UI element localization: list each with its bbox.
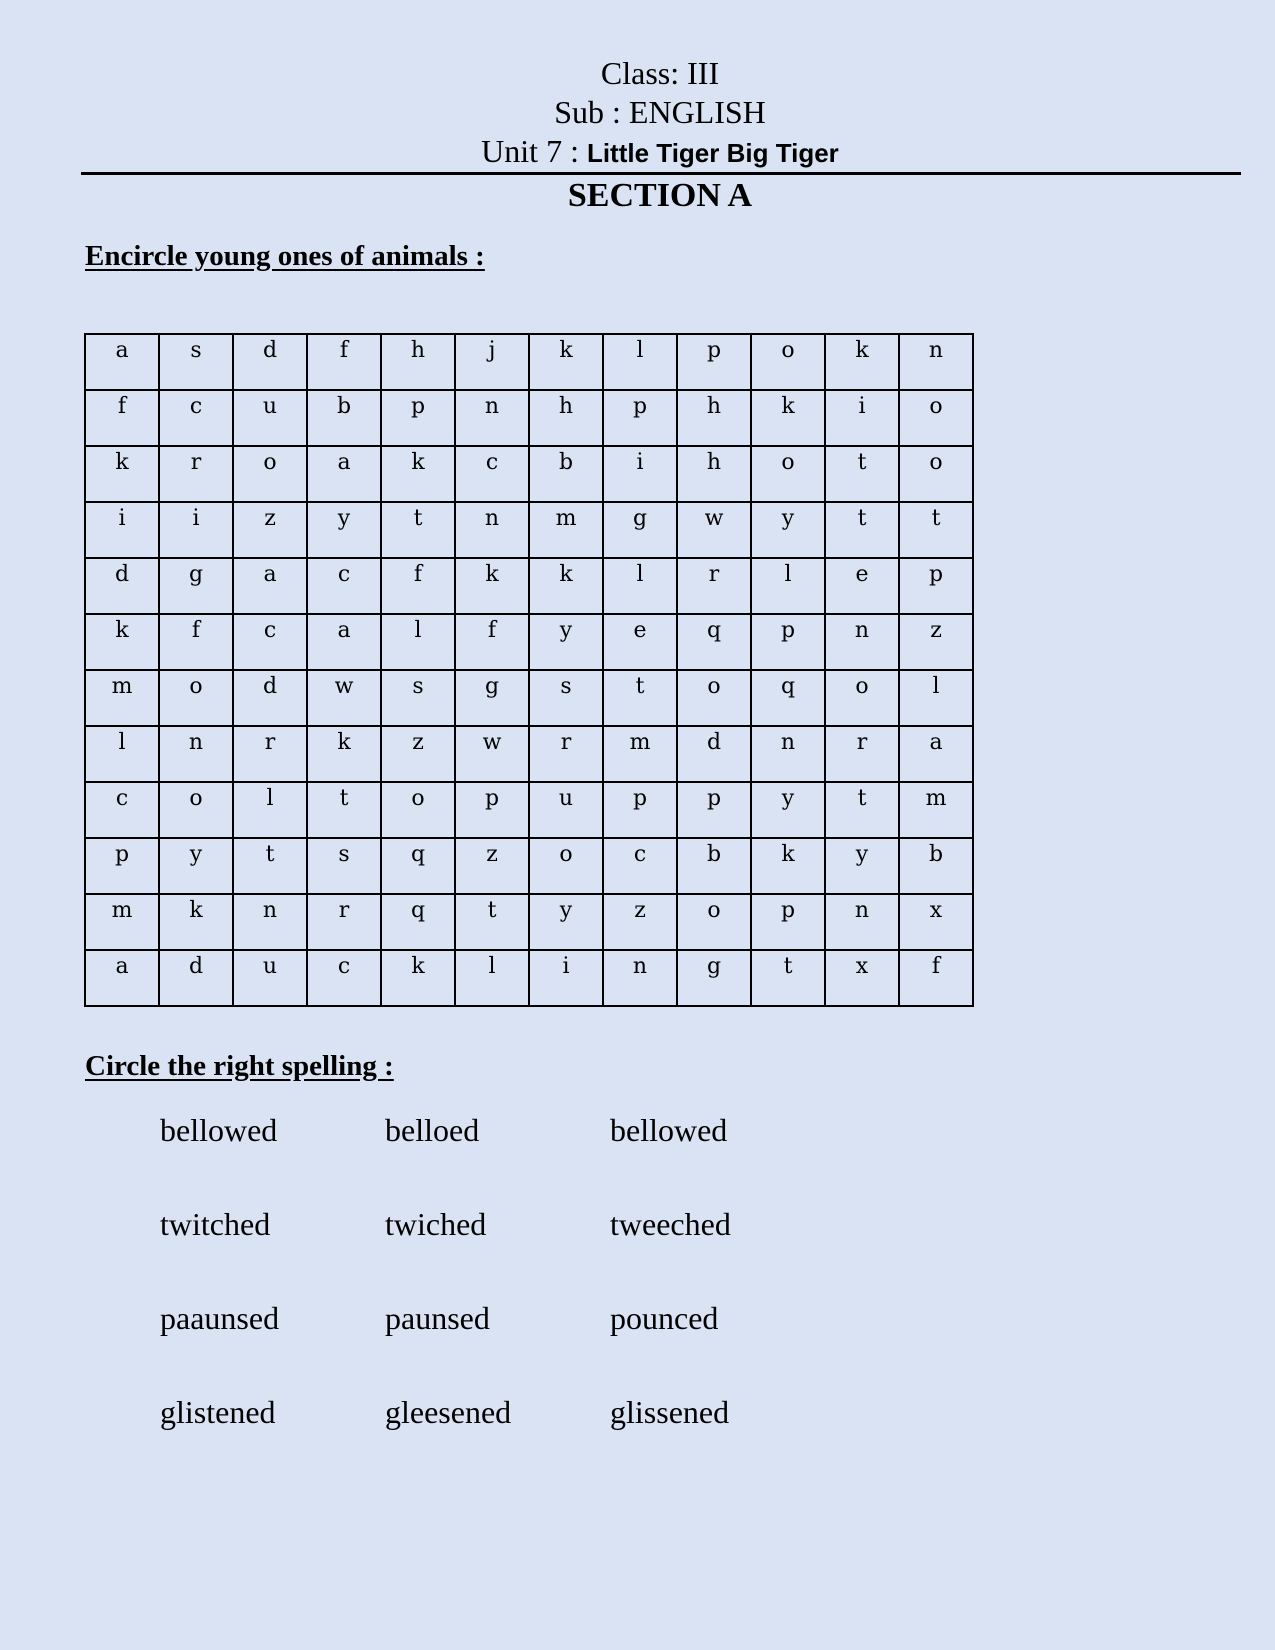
- grid-cell[interactable]: z: [381, 726, 455, 782]
- grid-cell[interactable]: p: [381, 390, 455, 446]
- grid-cell[interactable]: k: [85, 614, 159, 670]
- grid-cell[interactable]: m: [529, 502, 603, 558]
- grid-cell[interactable]: k: [85, 446, 159, 502]
- grid-cell[interactable]: t: [825, 502, 899, 558]
- grid-cell[interactable]: g: [455, 670, 529, 726]
- grid-row: [85, 670, 973, 726]
- grid-cell[interactable]: i: [825, 390, 899, 446]
- grid-cell[interactable]: f: [899, 950, 973, 1006]
- grid-cell[interactable]: a: [307, 446, 381, 502]
- grid-cell[interactable]: t: [751, 950, 825, 1006]
- grid-cell[interactable]: t: [307, 782, 381, 838]
- grid-row: [85, 614, 973, 670]
- grid-cell[interactable]: l: [899, 670, 973, 726]
- grid-cell[interactable]: l: [85, 726, 159, 782]
- grid-cell[interactable]: t: [603, 670, 677, 726]
- grid-cell[interactable]: k: [455, 558, 529, 614]
- grid-cell[interactable]: f: [381, 558, 455, 614]
- grid-cell[interactable]: r: [307, 894, 381, 950]
- grid-cell[interactable]: b: [307, 390, 381, 446]
- grid-cell[interactable]: i: [159, 502, 233, 558]
- grid-cell[interactable]: i: [85, 502, 159, 558]
- grid-cell[interactable]: j: [455, 334, 529, 390]
- grid-cell[interactable]: p: [751, 894, 825, 950]
- grid-cell[interactable]: n: [159, 726, 233, 782]
- spelling-option[interactable]: twiched: [385, 1206, 487, 1242]
- grid-cell[interactable]: l: [603, 558, 677, 614]
- grid-row: [85, 390, 973, 446]
- grid-cell[interactable]: e: [603, 614, 677, 670]
- grid-cell[interactable]: o: [751, 334, 825, 390]
- grid-cell[interactable]: t: [825, 446, 899, 502]
- grid-cell[interactable]: o: [529, 838, 603, 894]
- grid-cell[interactable]: h: [677, 390, 751, 446]
- grid-cell[interactable]: r: [677, 558, 751, 614]
- spelling-option[interactable]: pounced: [610, 1300, 719, 1336]
- worksheet-header: [0, 54, 1275, 173]
- grid-cell[interactable]: t: [899, 502, 973, 558]
- grid-cell[interactable]: g: [159, 558, 233, 614]
- grid-cell[interactable]: s: [381, 670, 455, 726]
- spelling-row: [160, 1108, 835, 1202]
- grid-cell[interactable]: a: [233, 558, 307, 614]
- grid-cell[interactable]: l: [381, 614, 455, 670]
- grid-cell[interactable]: u: [529, 782, 603, 838]
- spelling-option[interactable]: bellowed: [610, 1112, 728, 1148]
- grid-cell[interactable]: y: [529, 894, 603, 950]
- grid-cell[interactable]: g: [677, 950, 751, 1006]
- subject-line: Sub : ENGLISH: [554, 94, 766, 130]
- spelling-option[interactable]: bellowed: [160, 1112, 278, 1148]
- grid-cell[interactable]: k: [307, 726, 381, 782]
- grid-cell[interactable]: c: [307, 950, 381, 1006]
- spelling-option[interactable]: belloed: [385, 1112, 480, 1148]
- grid-row: [85, 502, 973, 558]
- grid-cell[interactable]: p: [455, 782, 529, 838]
- grid-cell[interactable]: o: [159, 782, 233, 838]
- grid-cell[interactable]: d: [85, 558, 159, 614]
- grid-cell[interactable]: u: [233, 950, 307, 1006]
- grid-cell[interactable]: b: [677, 838, 751, 894]
- grid-cell[interactable]: a: [85, 950, 159, 1006]
- grid-cell[interactable]: q: [381, 838, 455, 894]
- grid-cell[interactable]: p: [603, 782, 677, 838]
- grid-cell[interactable]: k: [751, 838, 825, 894]
- grid-cell[interactable]: h: [677, 446, 751, 502]
- grid-cell[interactable]: y: [307, 502, 381, 558]
- grid-cell[interactable]: s: [159, 334, 233, 390]
- grid-cell[interactable]: n: [825, 894, 899, 950]
- grid-cell[interactable]: y: [751, 502, 825, 558]
- spelling-option[interactable]: paaunsed: [160, 1300, 280, 1336]
- grid-cell[interactable]: k: [529, 558, 603, 614]
- unit-prefix: Unit 7 :: [481, 133, 587, 169]
- grid-cell[interactable]: a: [899, 726, 973, 782]
- grid-cell[interactable]: f: [455, 614, 529, 670]
- grid-cell[interactable]: t: [233, 838, 307, 894]
- grid-cell[interactable]: k: [751, 390, 825, 446]
- grid-cell[interactable]: k: [381, 950, 455, 1006]
- grid-cell[interactable]: x: [899, 894, 973, 950]
- grid-cell[interactable]: m: [85, 894, 159, 950]
- grid-row: [85, 782, 973, 838]
- grid-cell[interactable]: l: [603, 334, 677, 390]
- grid-cell[interactable]: c: [85, 782, 159, 838]
- grid-cell[interactable]: s: [307, 838, 381, 894]
- spelling-row: [160, 1202, 835, 1296]
- grid-cell[interactable]: i: [603, 446, 677, 502]
- grid-cell[interactable]: o: [751, 446, 825, 502]
- grid-cell[interactable]: f: [85, 390, 159, 446]
- grid-cell[interactable]: p: [751, 614, 825, 670]
- grid-cell[interactable]: r: [233, 726, 307, 782]
- spelling-row: [160, 1296, 835, 1390]
- grid-row: [85, 558, 973, 614]
- grid-cell[interactable]: c: [603, 838, 677, 894]
- grid-row: [85, 334, 973, 390]
- grid-cell[interactable]: g: [603, 502, 677, 558]
- unit-name: Little Tiger Big Tiger: [586, 138, 839, 168]
- section-title: SECTION A: [567, 177, 753, 214]
- grid-cell[interactable]: o: [677, 670, 751, 726]
- question2-title: Circle the right spelling :: [85, 1050, 394, 1082]
- grid-cell[interactable]: h: [529, 390, 603, 446]
- grid-cell[interactable]: z: [899, 614, 973, 670]
- spelling-option[interactable]: glistened: [160, 1394, 276, 1430]
- grid-cell[interactable]: c: [233, 614, 307, 670]
- grid-cell[interactable]: y: [751, 782, 825, 838]
- grid-cell[interactable]: p: [85, 838, 159, 894]
- grid-cell[interactable]: p: [899, 558, 973, 614]
- grid-cell[interactable]: l: [233, 782, 307, 838]
- grid-cell[interactable]: m: [899, 782, 973, 838]
- grid-cell[interactable]: o: [899, 390, 973, 446]
- grid-cell[interactable]: o: [825, 670, 899, 726]
- grid-row: [85, 950, 973, 1006]
- grid-row: [85, 446, 973, 502]
- grid-cell[interactable]: q: [751, 670, 825, 726]
- grid-cell[interactable]: d: [233, 334, 307, 390]
- grid-cell[interactable]: d: [233, 670, 307, 726]
- class-line: Class: III: [600, 55, 720, 91]
- grid-cell[interactable]: p: [677, 782, 751, 838]
- grid-cell[interactable]: c: [307, 558, 381, 614]
- grid-cell[interactable]: q: [381, 894, 455, 950]
- grid-cell[interactable]: k: [381, 446, 455, 502]
- grid-cell[interactable]: y: [825, 838, 899, 894]
- spelling-options: [160, 1108, 835, 1484]
- grid-row: [85, 726, 973, 782]
- grid-cell[interactable]: o: [159, 670, 233, 726]
- grid-cell[interactable]: u: [233, 390, 307, 446]
- grid-cell[interactable]: w: [455, 726, 529, 782]
- grid-cell[interactable]: k: [159, 894, 233, 950]
- grid-cell[interactable]: l: [751, 558, 825, 614]
- grid-cell[interactable]: w: [677, 502, 751, 558]
- grid-row: [85, 838, 973, 894]
- grid-cell[interactable]: f: [159, 614, 233, 670]
- grid-cell[interactable]: t: [381, 502, 455, 558]
- grid-cell[interactable]: a: [307, 614, 381, 670]
- grid-cell[interactable]: s: [529, 670, 603, 726]
- question1-title: Encircle young ones of animals :: [85, 240, 485, 272]
- grid-cell[interactable]: b: [899, 838, 973, 894]
- grid-cell[interactable]: d: [677, 726, 751, 782]
- grid-cell[interactable]: z: [233, 502, 307, 558]
- grid-cell[interactable]: r: [825, 726, 899, 782]
- grid-cell[interactable]: e: [825, 558, 899, 614]
- grid-cell[interactable]: n: [603, 950, 677, 1006]
- grid-cell[interactable]: y: [529, 614, 603, 670]
- grid-cell[interactable]: k: [529, 334, 603, 390]
- grid-cell[interactable]: r: [529, 726, 603, 782]
- grid-cell[interactable]: q: [677, 614, 751, 670]
- grid-cell[interactable]: f: [307, 334, 381, 390]
- spelling-row: [160, 1390, 835, 1484]
- grid-cell[interactable]: y: [159, 838, 233, 894]
- unit-line: [0, 132, 1275, 173]
- grid-cell[interactable]: o: [381, 782, 455, 838]
- grid-cell[interactable]: n: [455, 390, 529, 446]
- grid-cell[interactable]: n: [899, 334, 973, 390]
- grid-cell[interactable]: z: [603, 894, 677, 950]
- spelling-option[interactable]: glissened: [610, 1394, 730, 1430]
- grid-cell[interactable]: a: [85, 334, 159, 390]
- grid-cell[interactable]: r: [159, 446, 233, 502]
- spelling-option[interactable]: tweeched: [610, 1206, 731, 1242]
- grid-cell[interactable]: t: [825, 782, 899, 838]
- grid-row: [85, 894, 973, 950]
- grid-cell[interactable]: c: [159, 390, 233, 446]
- grid-cell[interactable]: n: [825, 614, 899, 670]
- spelling-option[interactable]: twitched: [160, 1206, 271, 1242]
- grid-cell[interactable]: i: [529, 950, 603, 1006]
- grid-cell[interactable]: o: [899, 446, 973, 502]
- grid-cell[interactable]: o: [677, 894, 751, 950]
- grid-cell[interactable]: b: [529, 446, 603, 502]
- grid-cell[interactable]: w: [307, 670, 381, 726]
- grid-cell[interactable]: p: [603, 390, 677, 446]
- spelling-option[interactable]: gleesened: [385, 1394, 512, 1430]
- word-search-grid: [84, 333, 974, 1007]
- grid-cell[interactable]: t: [455, 894, 529, 950]
- grid-cell[interactable]: c: [455, 446, 529, 502]
- grid-cell[interactable]: n: [233, 894, 307, 950]
- grid-cell[interactable]: o: [233, 446, 307, 502]
- grid-cell[interactable]: p: [677, 334, 751, 390]
- grid-cell[interactable]: l: [455, 950, 529, 1006]
- grid-cell[interactable]: m: [85, 670, 159, 726]
- spelling-option[interactable]: paunsed: [385, 1300, 490, 1336]
- grid-cell[interactable]: h: [381, 334, 455, 390]
- grid-cell[interactable]: n: [751, 726, 825, 782]
- grid-cell[interactable]: d: [159, 950, 233, 1006]
- grid-cell[interactable]: z: [455, 838, 529, 894]
- grid-cell[interactable]: m: [603, 726, 677, 782]
- grid-cell[interactable]: n: [455, 502, 529, 558]
- grid-cell[interactable]: x: [825, 950, 899, 1006]
- grid-cell[interactable]: k: [825, 334, 899, 390]
